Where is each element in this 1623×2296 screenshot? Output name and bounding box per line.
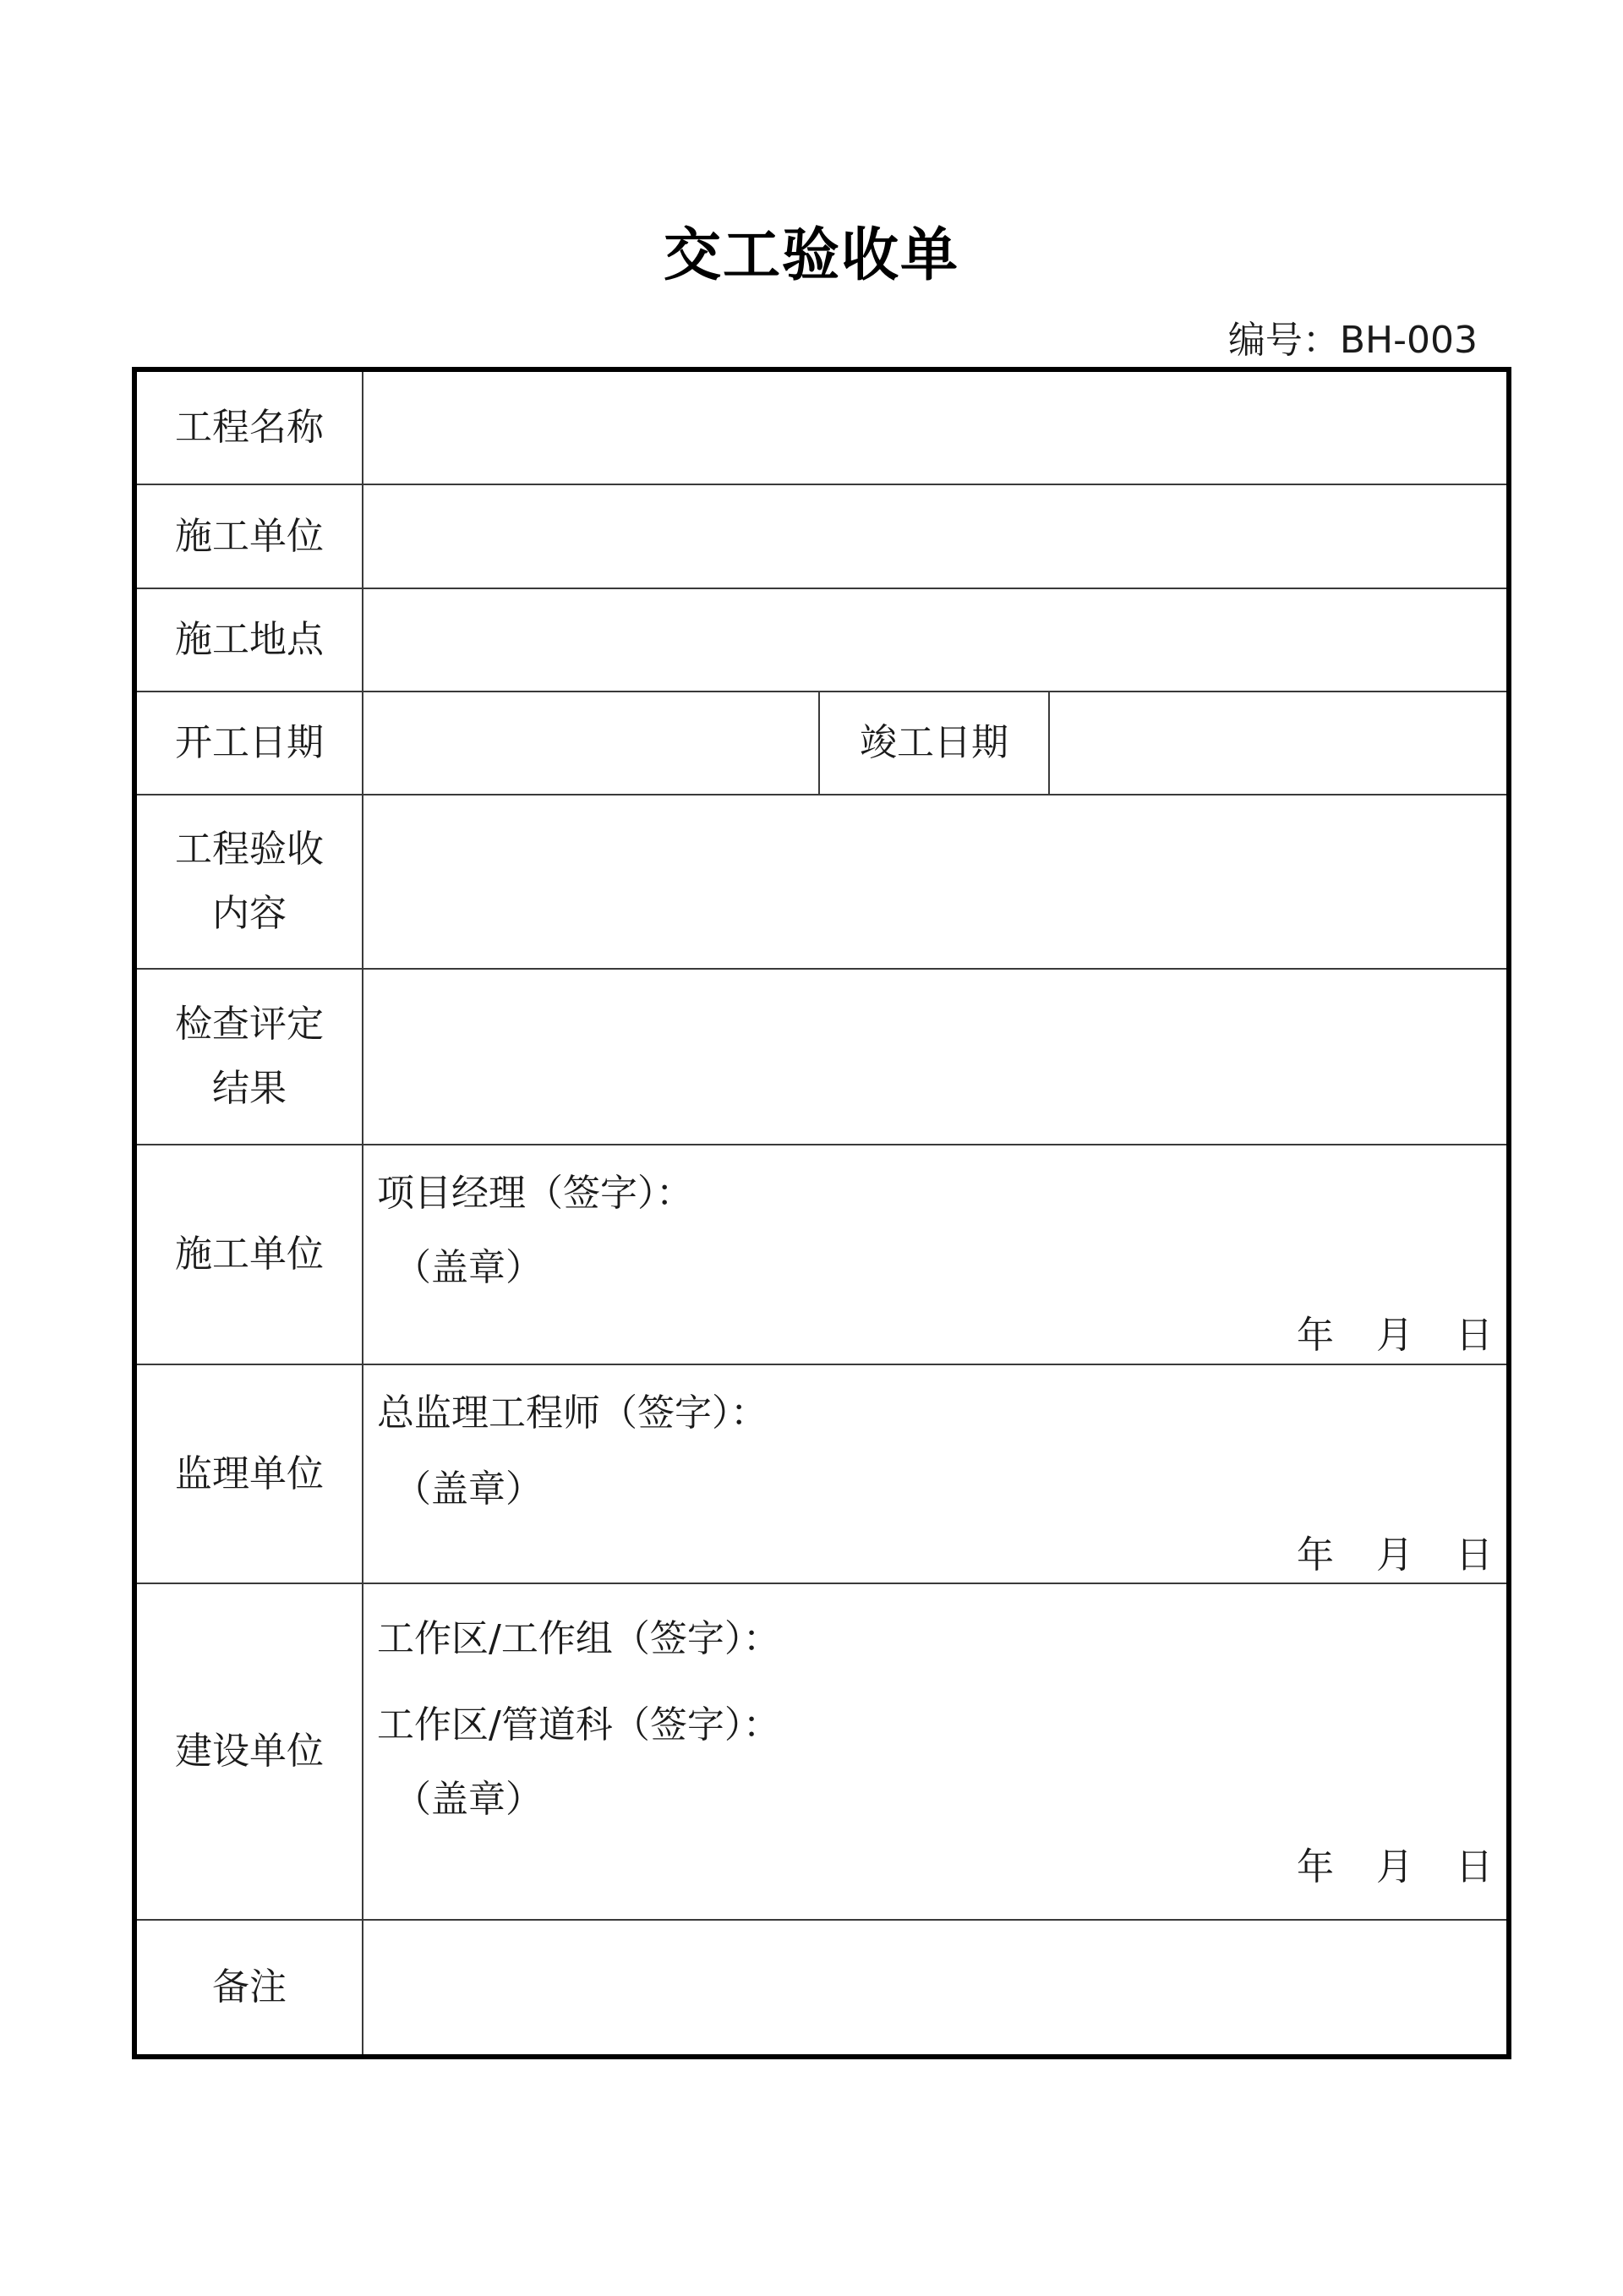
row-supervision-sign	[134, 1364, 1509, 1583]
field-construction-sign[interactable]	[363, 1145, 1509, 1364]
label-acceptance-content-line1: 工程验收	[175, 828, 324, 871]
row-owner-sign	[134, 1583, 1509, 1920]
field-supervision-sign[interactable]	[363, 1364, 1509, 1583]
field-construction-site[interactable]	[363, 588, 1509, 692]
label-inspection-line2: 结果	[212, 1067, 287, 1110]
field-start-date[interactable]	[363, 692, 819, 795]
label-acceptance-content-line2: 内容	[212, 892, 287, 935]
construction-year: 年	[1297, 1314, 1335, 1357]
field-completion-date[interactable]	[1049, 692, 1509, 795]
label-construction-sign: 施工单位	[134, 1145, 363, 1364]
owner-signer2-label: 工作区/管道科（签字）：	[377, 1703, 780, 1747]
owner-year: 年	[1297, 1845, 1335, 1889]
label-start-date: 开工日期	[134, 692, 363, 795]
label-inspection-result	[134, 969, 363, 1145]
owner-day: 日	[1456, 1845, 1494, 1889]
supervision-year: 年	[1297, 1533, 1335, 1577]
row-dates	[134, 692, 1509, 795]
supervision-seal-label: （盖章）	[394, 1468, 543, 1511]
field-owner-sign[interactable]	[363, 1583, 1509, 1920]
label-remarks: 备注	[134, 1920, 363, 2057]
owner-date-line	[1297, 1836, 1493, 1890]
row-remarks	[134, 1920, 1509, 2057]
label-construction-unit: 施工单位	[134, 484, 363, 588]
row-project-name	[134, 369, 1509, 484]
field-inspection-result[interactable]	[363, 969, 1509, 1145]
form-title: 交工验收单	[663, 222, 959, 289]
field-construction-unit[interactable]	[363, 484, 1509, 588]
label-owner-sign: 建设单位	[134, 1583, 363, 1920]
label-construction-site: 施工地点	[134, 588, 363, 692]
row-acceptance-content	[134, 795, 1509, 969]
field-acceptance-content[interactable]	[363, 795, 1509, 969]
label-completion-date: 竣工日期	[819, 692, 1049, 795]
owner-seal-label: （盖章）	[394, 1778, 543, 1821]
acceptance-form-table	[132, 367, 1511, 2059]
label-acceptance-content	[134, 795, 363, 969]
label-inspection-line1: 检查评定	[175, 1003, 324, 1046]
construction-date-line	[1297, 1304, 1493, 1358]
construction-day: 日	[1456, 1314, 1494, 1357]
construction-signer-label: 项目经理（签字）：	[377, 1172, 693, 1215]
row-construction-unit	[134, 484, 1509, 588]
construction-month: 月	[1376, 1314, 1414, 1357]
field-remarks[interactable]	[363, 1920, 1509, 2057]
supervision-signer-label: 总监理工程师（签字）：	[377, 1391, 768, 1435]
field-project-name[interactable]	[363, 369, 1509, 484]
supervision-date-line	[1297, 1524, 1493, 1578]
supervision-month: 月	[1376, 1533, 1414, 1577]
row-construction-sign	[134, 1145, 1509, 1364]
document-number: 编号：BH-003	[1227, 319, 1478, 362]
supervision-day: 日	[1456, 1533, 1494, 1577]
owner-signer1-label: 工作区/工作组（签字）：	[377, 1617, 780, 1660]
label-supervision-sign: 监理单位	[134, 1364, 363, 1583]
row-construction-site	[134, 588, 1509, 692]
construction-seal-label: （盖章）	[394, 1246, 543, 1289]
owner-month: 月	[1376, 1845, 1414, 1889]
label-project-name: 工程名称	[134, 369, 363, 484]
row-inspection-result	[134, 969, 1509, 1145]
